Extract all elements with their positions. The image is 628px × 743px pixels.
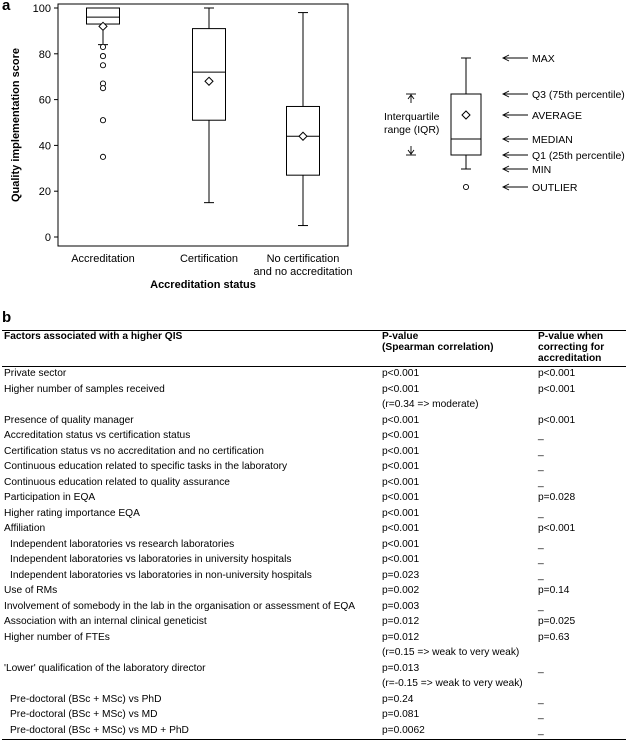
- factor-cell: Affiliation: [4, 523, 46, 534]
- p-value-corrected-cell: _: [538, 461, 544, 472]
- p-value-corrected-cell: _: [538, 507, 544, 519]
- table-row: [2, 522, 626, 538]
- boxplot-plot-area: [10, 3, 353, 291]
- legend-label-min: MIN: [532, 164, 552, 176]
- factor-cell: Pre-doctoral (BSc + MSc) vs MD + PhD: [10, 724, 189, 736]
- factor-cell: Independent laboratories vs laboratories in non-university hospitals: [10, 569, 312, 581]
- p-value-corrected-cell: p=0.63: [538, 631, 570, 643]
- outlier-point: [100, 118, 105, 123]
- p-value-cell: p=0.003: [382, 600, 420, 612]
- outlier-point: [100, 44, 105, 49]
- p-value-corrected-cell: [536, 398, 626, 414]
- p-value-cell: (r=-0.15 => weak to very weak): [382, 678, 523, 689]
- x-category-label: No certification: [266, 253, 340, 265]
- p-value-cell: p=0.0062: [382, 724, 425, 736]
- table-row: [2, 646, 626, 662]
- factor-cell: [2, 677, 380, 693]
- p-value-cell: p<0.001: [382, 430, 420, 441]
- p-value-cell: p<0.001: [382, 476, 420, 488]
- p-value-cell: p=0.002: [382, 585, 420, 596]
- p-value-corrected-cell: _: [538, 662, 544, 674]
- x-axis-label: Accreditation status: [150, 279, 256, 291]
- p-value-cell: p=0.023: [382, 569, 420, 581]
- factor-cell: Independent laboratories vs laboratories in university hospitals: [10, 554, 292, 565]
- table-row: [2, 367, 626, 383]
- p-value-corrected-cell: _: [538, 445, 544, 457]
- p-value-corrected-cell: p<0.001: [538, 414, 576, 426]
- y-tick-label: 0: [44, 232, 51, 244]
- table-row: [2, 476, 626, 492]
- boxplot-chart: [0, 0, 628, 300]
- table-row: [2, 507, 626, 523]
- p-value-cell: p=0.012: [382, 616, 420, 627]
- p-value-corrected-cell: _: [538, 538, 544, 550]
- p-value-corrected-cell: _: [538, 709, 544, 720]
- table-row: [2, 445, 626, 461]
- header-p-value: P-value (Spearman correlation): [382, 331, 494, 353]
- factor-cell: Use of RMs: [4, 585, 58, 596]
- table-row: [2, 584, 626, 600]
- table-row: [2, 600, 626, 616]
- p-value-cell: p<0.001: [382, 492, 420, 503]
- table-row: [2, 693, 626, 709]
- p-value-corrected-cell: p=0.028: [538, 492, 576, 503]
- x-category-label: Certification: [179, 253, 239, 265]
- table-row: [2, 708, 626, 724]
- table-row: [2, 677, 626, 693]
- p-value-cell: p<0.001: [382, 461, 420, 472]
- x-category-label: Accreditation: [71, 253, 135, 265]
- legend-label-median: MEDIAN: [532, 134, 573, 146]
- iqr-label: range (IQR): [384, 124, 440, 136]
- p-value-cell: (r=0.15 => weak to very weak): [382, 647, 520, 658]
- p-value-corrected-cell: _: [538, 724, 544, 736]
- iqr-label: Interquartile: [384, 111, 440, 123]
- outlier-point: [100, 53, 105, 58]
- factors-table-wrapper: [2, 330, 626, 740]
- factor-cell: Continuous education related to specific tasks in the laboratory: [4, 461, 288, 472]
- factor-cell: Association with an internal clinical geneticist: [4, 616, 207, 627]
- factor-cell: Accreditation status vs certification status: [4, 430, 191, 441]
- legend-outlier-point: [463, 184, 468, 189]
- legend-label-average: AVERAGE: [532, 110, 582, 122]
- p-value-cell: p<0.001: [382, 523, 420, 534]
- p-value-corrected-cell: _: [538, 476, 544, 488]
- factor-cell: [2, 646, 380, 662]
- p-value-cell: p<0.001: [382, 383, 420, 395]
- p-value-corrected-cell: p=0.14: [538, 585, 570, 596]
- factor-cell: Pre-doctoral (BSc + MSc) vs MD: [10, 709, 158, 720]
- p-value-cell: p<0.001: [382, 445, 420, 457]
- p-value-corrected-cell: p<0.001: [538, 368, 576, 379]
- factor-cell: Presence of quality manager: [4, 414, 134, 426]
- y-tick-label: 40: [38, 140, 51, 153]
- p-value-corrected-cell: p<0.001: [538, 383, 576, 395]
- p-value-corrected-cell: _: [538, 554, 544, 565]
- boxplot-legend: [384, 53, 625, 194]
- y-tick-label: 80: [38, 48, 51, 61]
- y-tick-label: 20: [38, 186, 51, 199]
- table-row: [2, 383, 626, 399]
- table-body: [2, 367, 626, 740]
- factor-cell: Higher number of samples received: [4, 383, 165, 395]
- table-row: [2, 553, 626, 569]
- p-value-cell: p<0.001: [382, 368, 420, 379]
- table-row: [2, 615, 626, 631]
- p-value-corrected-cell: p=0.025: [538, 616, 576, 627]
- legend-label-outlier: OUTLIER: [532, 182, 578, 194]
- legend-label-max: MAX: [532, 53, 555, 65]
- factor-cell: Higher number of FTEs: [4, 631, 110, 643]
- y-tick-label: 60: [38, 94, 51, 107]
- p-value-corrected-cell: _: [538, 569, 544, 581]
- y-axis-label: Quality implementation score: [10, 47, 22, 203]
- table-row: [2, 724, 626, 740]
- factor-cell: 'Lower' qualification of the laboratory director: [4, 662, 206, 674]
- p-value-cell: (r=0.34 => moderate): [382, 399, 479, 410]
- p-value-cell: p<0.001: [382, 507, 420, 519]
- factor-cell: Certification status vs no accreditation and no certification: [4, 445, 264, 457]
- table-row: [2, 631, 626, 647]
- p-value-corrected-cell: _: [538, 600, 544, 612]
- factor-cell: [2, 398, 380, 414]
- outlier-point: [100, 154, 105, 159]
- p-value-cell: p=0.013: [382, 662, 420, 674]
- legend-label-q1: Q1 (25th percentile): [532, 150, 625, 162]
- p-value-cell: p<0.001: [382, 538, 420, 550]
- p-value-corrected-cell: p<0.001: [538, 523, 576, 534]
- p-value-corrected-cell: [536, 646, 626, 662]
- table-row: [2, 414, 626, 430]
- outlier-point: [100, 86, 105, 91]
- factor-cell: Independent laboratories vs research laboratories: [10, 538, 235, 550]
- p-value-corrected-cell: _: [538, 693, 544, 705]
- p-value-corrected-cell: [536, 677, 626, 693]
- y-tick-label: 100: [32, 3, 51, 15]
- factor-cell: Involvement of somebody in the lab in the organisation or assessment of EQA: [4, 600, 356, 612]
- p-value-cell: p=0.012: [382, 631, 420, 643]
- factor-cell: Pre-doctoral (BSc + MSc) vs PhD: [10, 693, 162, 705]
- box-iqr: [193, 29, 226, 121]
- table-row: [2, 398, 626, 414]
- p-value-cell: p=0.081: [382, 709, 420, 720]
- p-value-cell: p<0.001: [382, 414, 420, 426]
- panel-b-label: b: [2, 309, 12, 326]
- p-value-cell: p=0.24: [382, 693, 414, 705]
- table-row: [2, 538, 626, 554]
- factor-cell: Private sector: [4, 368, 67, 379]
- factor-cell: Participation in EQA: [4, 492, 96, 503]
- table-row: [2, 429, 626, 445]
- factors-table: [2, 330, 626, 740]
- table-row: [2, 491, 626, 507]
- p-value-cell: p<0.001: [382, 554, 420, 565]
- table-header-row: [2, 331, 626, 367]
- legend-box: [451, 94, 481, 155]
- x-category-label: and no accreditation: [253, 266, 353, 278]
- table-row: [2, 569, 626, 585]
- p-value-corrected-cell: _: [538, 430, 544, 441]
- table-row: [2, 460, 626, 476]
- factor-cell: Higher rating importance EQA: [4, 507, 140, 519]
- panel-a-label: a: [2, 0, 11, 14]
- legend-label-q3: Q3 (75th percentile): [532, 89, 625, 101]
- table-row: [2, 662, 626, 678]
- header-factors: Factors associated with a higher QIS: [4, 331, 183, 342]
- outlier-point: [100, 63, 105, 68]
- factor-cell: Continuous education related to quality assurance: [4, 476, 230, 488]
- header-p-value-corrected: P-value when correcting for accreditation: [538, 331, 605, 364]
